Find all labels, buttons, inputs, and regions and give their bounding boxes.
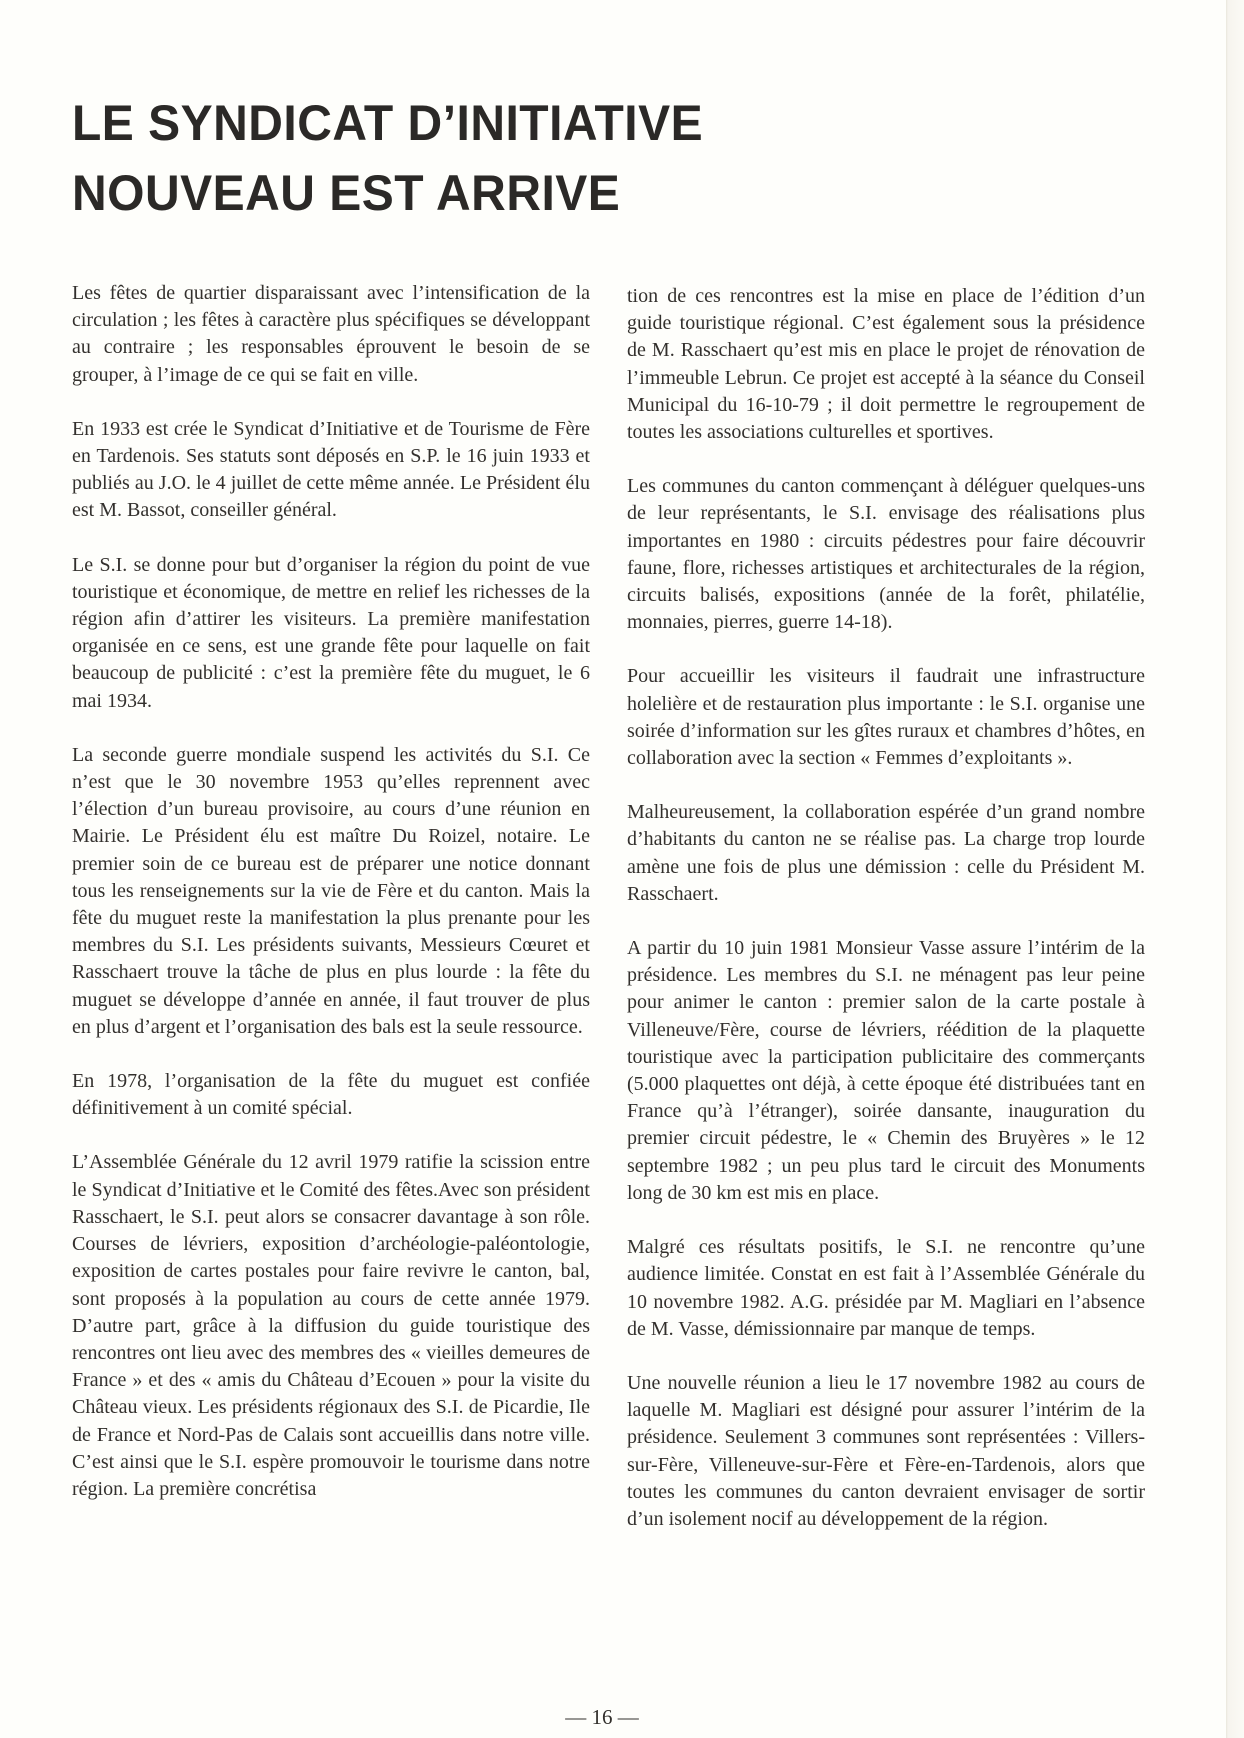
paragraph: Les fêtes de quartier disparaissant avec l’intensification de la circulation ; les fêtes à caractère plus spécifiques se développant au contraire ; les responsables éprouvent le besoin de se grouper, à l’image de ce qui se fait en ville. — [72, 282, 590, 386]
page-number: — 16 — — [565, 1705, 639, 1729]
paragraph: Le S.I. se donne pour but d’organiser la région du point de vue touristique et économique, de mettre en relief les richesses de la région afin d’attirer les visiteurs. La première manifestation organisée en ce sens, est une grande fête pour laquelle on fait beaucoup de publicité : c’est la première fête du muguet, le 6 mai 1934. — [72, 553, 590, 712]
article-title — [72, 88, 703, 228]
paragraph: Les communes du canton commençant à déléguer quelques-uns de leur représentants, le S.I. envisage des réalisations plus importantes en 1980 : circuits pédestres pour faire découvrir faune, flore, richesses artistiques et architecturales de la région, circuits balisés, expositions (année de la forêt, philatélie, monnaies, pierres, guerre 14-18). — [627, 475, 1145, 634]
paragraph: A partir du 10 juin 1981 Monsieur Vasse assure l’intérim de la présidence. Les membres du S.I. ne ménagent pas leur peine pour animer le canton : premier salon de la carte postale à Villeneuve/Fère, course de lévriers, réédition de la plaquette touristique avec la participation publicitaire des commerçants (5.000 plaquettes ont déjà, à cette époque été distribuées tant en France qu’à l’étranger), soirée dansante, inauguration du premier circuit pédestre, le « Chemin des Bruyères » le 12 septembre 1982 ; un peu plus tard le circuit des Monuments long de 30 km est mis en place. — [627, 937, 1145, 1204]
paragraph: En 1933 est crée le Syndicat d’Initiative et de Tourisme de Fère en Tardenois. Ses statuts sont déposés en S.P. le 16 juin 1933 et publiés au J.O. le 4 juillet de cette même année. Le Président élu est M. Bassot, conseiller général. — [72, 417, 590, 522]
paragraph: Une nouvelle réunion a lieu le 17 novembre 1982 au cours de laquelle M. Magliari est désigné pour assurer l’intérim de la présidence. Seulement 3 communes sont représentées : Villers-sur-Fère, Villeneuve-sur-Fère et Fère-en-Tardenois, alors que toutes les communes du canton devraient envisager de sortir d’un isolement nocif au développement de la région. — [627, 1371, 1145, 1530]
right-column — [627, 283, 1145, 1560]
paragraph: En 1978, l’organisation de la fête du muguet est confiée définitivement à un comité spécial. — [72, 1070, 590, 1120]
article-title-line-1: LE SYNDICAT D’INITIATIVE — [72, 95, 704, 151]
paragraph: Malheureusement, la collaboration espérée d’un grand nombre d’habitants du canton ne se réalise pas. La charge trop lourde amène une fois de plus une démission : celle du Président M. Rasschaert. — [627, 801, 1145, 905]
paragraph: tion de ces rencontres est la mise en place de l’édition d’un guide touristique régional. C’est également sous la présidence de M. Rasschaert qu’est mis en place le projet de rénovation de l’immeuble Lebrun. Ce projet est accepté à la séance du Conseil Municipal du 16-10-79 ; il doit permettre le regroupement de toutes les associations culturelles et sportives. — [627, 285, 1145, 444]
article-title-line-2: NOUVEAU EST ARRIVE — [72, 165, 621, 221]
left-column — [72, 280, 590, 1530]
paragraph: Pour accueillir les visiteurs il faudrait une infrastructure holelière et de restauration plus importante : le S.I. organise une soirée d’information sur les gîtes ruraux et chambres d’hôtes, en collaboration avec la section « Femmes d’exploitants ». — [627, 665, 1145, 770]
paragraph: Malgré ces résultats positifs, le S.I. ne rencontre qu’une audience limitée. Constat en est fait à l’Assemblée Générale du 10 novembre 1982. A.G. présidée par M. Magliari en l’absence de M. Vasse, démissionnaire par manque de temps. — [627, 1236, 1145, 1340]
page-fold-edge — [1226, 0, 1244, 1738]
paragraph: L’Assemblée Générale du 12 avril 1979 ratifie la scission entre le Syndicat d’Initiative et le Comité des fêtes.Avec son président Rasschaert, le S.I. peut alors se consacrer davantage à son rôle. Courses de lévriers, exposition d’archéologie-paléontologie, exposition de cartes postales pour faire revivre le canton, bal, sont proposés à la population au cours de cette année 1979. D’autre part, grâce à la diffusion du guide touristique des rencontres ont lieu avec des membres des « vieilles demeures de France » et des « amis du Château d’Ecouen » pour la visite du Château vieux. Les présidents régionaux des S.I. de Picardie, Ile de France et Nord-Pas de Calais sont accueillis dans notre ville. C’est ainsi que le S.I. espère promouvoir le tourisme dans notre région. La première concrétisa — [72, 1151, 590, 1500]
paragraph: La seconde guerre mondiale suspend les activités du S.I. Ce n’est que le 30 novembre 1953 qu’elles reprennent avec l’élection d’un bureau provisoire, au cours d’une réunion en Mairie. Le Président élu est maître Du Roizel, notaire. Le premier soin de ce bureau est de préparer une notice donnant tous les renseignements sur la vie de Fère et du canton. Mais la fête du muguet reste la manifestation la plus prenante pour les membres du S.I. Les présidents suivants, Messieurs Cœuret et Rasschaert trouve la tâche de plus en plus lourde : la fête du muguet se développe d’année en année, il faut trouver de plus en plus d’argent et l’organisation des bals est la seule ressource. — [72, 743, 590, 1038]
